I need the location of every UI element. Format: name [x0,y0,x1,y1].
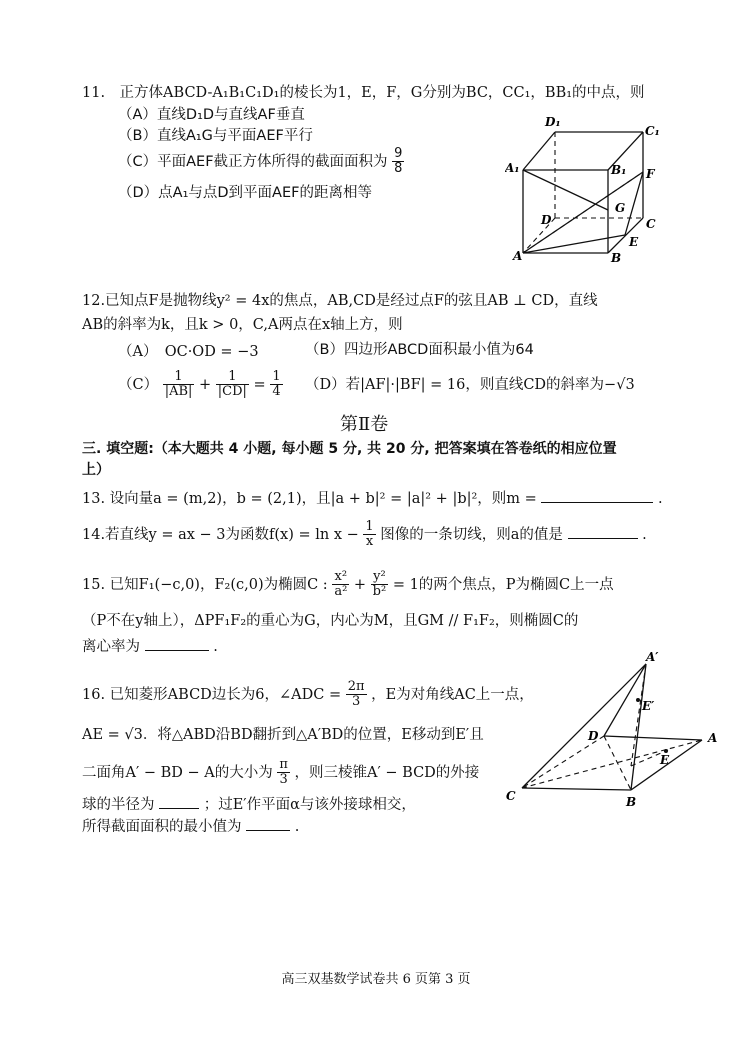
q15-fraction-x [332,570,349,600]
q11-option-c-fraction [392,147,404,177]
section3-heading-line1: 三. 填空题:（本大题共 4 小题, 每小题 5 分, 共 20 分, 把答案填在答卷纸的相应位置 [82,441,617,457]
cube-figure [505,110,680,270]
q15-stem-l3: 离心率为 [82,639,140,655]
q11-option-a: （A）直线D₁D与直线AF垂直 [118,107,305,123]
q16-line5 [82,816,299,838]
q15-fraction-y [371,570,389,600]
q11-option-d: （D）点A₁与点D到平面AEF的距离相等 [118,185,372,201]
q16-fraction-2pi3 [346,680,367,710]
q11-option-c [118,147,404,177]
fraction-numerator: 1 [365,519,374,534]
fraction-denominator: 4 [272,384,281,400]
q15-stem-post: = 1的两个焦点，P为椭圆C上一点 [392,576,614,593]
plus-sign: + [353,576,367,593]
q16-stem-pre: 16. 已知菱形ABCD边长为6，∠ADC = [82,686,342,703]
fraction-numerator: 2π [347,679,365,694]
fraction-denominator: 3 [351,694,361,710]
q13-text [82,488,663,510]
q15-end: . [213,639,218,655]
q12-option-b: （B）四边形ABCD面积最小值为64 [305,342,534,358]
q12-option-d: （D）若|AF|·|BF| = 16，则直线CD的斜率为−√3 [305,377,635,393]
answer-blank [541,488,653,503]
fraction-numerator: x² [332,570,349,585]
answer-blank [145,636,209,651]
fraction-denominator: 3 [279,772,288,788]
pyramid-label-b: B [626,795,637,809]
cube-label-b1: B₁ [611,163,627,177]
pyramid-label-c: C [506,789,516,803]
fraction-numerator: y² [371,570,389,585]
part2-title: 第Ⅱ卷 [340,414,389,435]
q16-fraction-pi3 [277,758,290,788]
plus-sign: + [199,376,212,393]
q12-stem-line1: 12.已知点F是抛物线y² = 4x的焦点，AB,CD是经过点F的弦且AB ⊥ CD，直线 [82,293,598,309]
q11-option-b: （B）直线A₁G与平面AEF平行 [118,128,313,144]
q11-stem: 11. 正方体ABCD-A₁B₁C₁D₁的棱长为1，E，F，G分别为BC，CC₁，BB₁的中点，则 [82,85,645,101]
cube-label-c1: C₁ [645,124,660,138]
q16-line4 [82,794,416,816]
fraction-denominator: 8 [394,161,403,177]
q14-fraction [363,520,375,550]
q12-option-c [118,370,283,400]
cube-label-e: E [629,235,639,249]
q12-option-a: （A） OC·OD = −3 [118,344,259,360]
q16-stem-post: ，E为对角线AC上一点， [371,686,534,703]
q16-line2: AE = √3．将△ABD沿BD翻折到△A′BD的位置，E移动到E′且 [82,727,484,743]
q14-stem-post: 图像的一条切线，则a的值是 [380,526,563,543]
cube-label-d1: D₁ [545,115,561,129]
page-footer: 高三双基数学试卷共 6 页第 3 页 [281,972,471,987]
fraction-denominator: |AB| [164,384,193,400]
fraction-numerator: 1 [163,370,195,385]
pyramid-figure [500,650,730,810]
cube-label-b: B [611,251,622,265]
cube-label-a: A [513,249,523,263]
q15-stem-pre: 15. 已知F₁(−c,0)，F₂(c,0)为椭圆C : [82,576,328,593]
pyramid-label-e: E [660,753,670,767]
q12-fraction-quarter [270,370,282,400]
q16-stem-l4-pre: 球的半径为 [82,797,155,813]
q16-stem-l3-pre: 二面角A′ − BD − A的大小为 [82,764,273,781]
fraction-numerator: 1 [216,370,249,385]
fraction-denominator: a² [334,584,348,600]
q16-stem-l4-post: ；过E′作平面α与该外接球相交， [203,797,416,813]
q11-option-c-text: （C）平面AEF截正方体所得的截面面积为 [118,153,388,170]
cube-label-g: G [615,201,626,215]
fraction-denominator: |CD| [217,384,247,400]
fraction-denominator: x [365,534,374,550]
q14-end: . [642,526,647,543]
cube-label-d: D [541,213,552,227]
q14-text [82,520,647,550]
q16-stem-l5: 所得截面面积的最小值为 [82,819,242,835]
fraction-numerator: π [279,757,288,772]
answer-blank [568,524,638,539]
q12-stem-line2: AB的斜率为k，且k > 0，C,A两点在x轴上方，则 [82,317,403,333]
q16-stem-l3-post: ，则三棱锥A′ − BCD的外接 [294,764,480,781]
point-e-prime [636,698,640,702]
cube-label-f: F [646,167,655,181]
answer-blank [246,816,290,831]
q12-fraction-cd [216,370,249,400]
q16-end: . [294,819,300,835]
pyramid-label-a: A [708,731,718,745]
fraction-numerator: 9 [394,146,403,161]
pyramid-label-aprime: A′ [646,650,659,664]
q16-line1 [82,680,534,710]
section3-heading-line2: 上） [82,462,110,478]
cube-label-a1: A₁ [505,161,520,175]
q13-stem: 13. 设向量a = (m,2)，b = (2,1)，且|a + b|² = |a|² + |b|²，则m = [82,491,537,507]
q16-line3 [82,758,479,788]
equals-sign: = [253,376,266,393]
cube-label-c: C [646,217,656,231]
pyramid-label-d: D [588,729,599,743]
fraction-denominator: b² [372,584,387,600]
q12-fraction-ab [163,370,195,400]
q15-line3 [82,636,218,658]
q14-stem-pre: 14.若直线y = ax − 3为函数f(x) = ln x − [82,526,359,543]
pyramid-label-eprime: E′ [642,699,655,713]
q15-line1 [82,570,614,600]
answer-blank [159,794,199,809]
fraction-numerator: 1 [272,369,281,384]
q15-line2: （P不在y轴上），ΔPF₁F₂的重心为G，内心为M，且GM // F₁F₂，则椭圆C的 [82,613,579,629]
q13-end: . [658,491,663,507]
q12-option-c-label: （C） [118,376,159,393]
